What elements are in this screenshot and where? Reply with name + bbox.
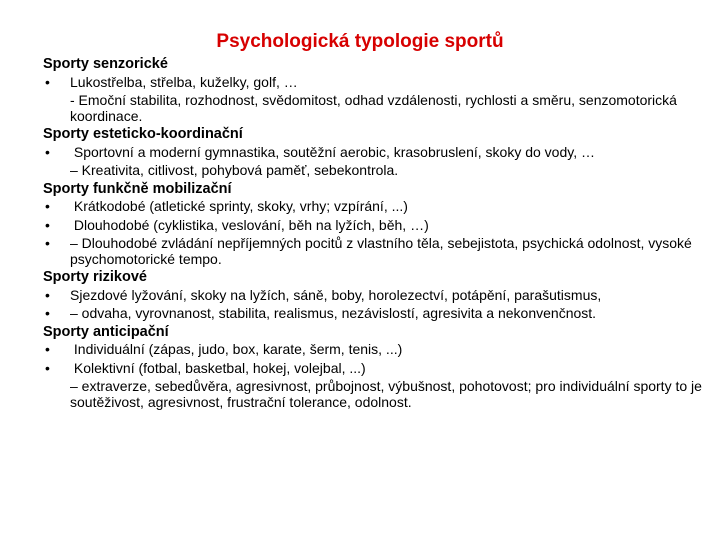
- bullet-icon: •: [45, 73, 50, 90]
- section-heading: Sporty senzorické: [43, 56, 168, 72]
- bullet-item: [43, 236, 713, 267]
- bullet-item: [43, 361, 713, 377]
- bullet-icon: •: [45, 143, 50, 160]
- bullet-icon: •: [45, 305, 50, 321]
- slide-title: Psychologická typologie sportů: [216, 31, 504, 52]
- bullet-text: Individuální (zápas, judo, box, karate, šerm, tenis, ...): [70, 341, 403, 357]
- bullet-text: Lukostřelba, střelba, kuželky, golf, …: [70, 73, 298, 90]
- bullet-item: [43, 306, 713, 322]
- bullet-text: Krátkodobé (atletické sprinty, skoky, vrhy; vzpírání, ...): [70, 198, 408, 214]
- section-heading: Sporty funkčně mobilizační: [43, 180, 232, 197]
- bullet-item: [43, 199, 713, 215]
- section-heading: Sporty anticipační: [43, 323, 169, 340]
- section-heading: Sporty esteticko-koordinační: [43, 126, 243, 142]
- sub-item: – extraverze, sebedůvěra, agresivnost, průbojnost, výbušnost, pohotovost; pro individuální sporty to je soutěživost, agresivnost, frustrační tolerance, odolnost.: [70, 378, 702, 410]
- bullet-text: Sjezdové lyžování, skoky na lyžích, sáně, boby, horolezectví, potápění, parašutismus,: [70, 286, 602, 303]
- sub-item: – Kreativita, citlivost, pohybová paměť, sebekontrola.: [70, 162, 399, 178]
- bullet-icon: •: [45, 198, 50, 214]
- bullet-item: [43, 75, 713, 91]
- bullet-text: Sportovní a moderní gymnastika, soutěžní aerobic, krasobruslení, skoky do vody, …: [70, 143, 595, 160]
- bullet-item: [43, 145, 713, 161]
- bullet-text: Kolektivní (fotbal, basketbal, hokej, volejbal, ...): [70, 359, 366, 376]
- bullet-item: [43, 218, 713, 234]
- bullet-icon: •: [45, 359, 50, 376]
- bullet-item: [43, 288, 713, 304]
- bullet-icon: •: [45, 286, 50, 303]
- slide-content: [43, 56, 713, 413]
- section-heading: Sporty rizikové: [43, 269, 147, 285]
- bullet-text: Dlouhodobé (cyklistika, veslování, běh na lyžích, běh, …): [70, 216, 429, 233]
- bullet-icon: •: [45, 216, 50, 233]
- bullet-icon: •: [45, 235, 50, 251]
- sub-item: - Emoční stabilita, rozhodnost, svědomitost, odhad vzdálenosti, rychlosti a směru, senzomotorická koordinace.: [70, 92, 677, 124]
- bullet-item: [43, 342, 713, 358]
- bullet-text: – odvaha, vyrovnanost, stabilita, realismus, nezávislostí, agresivita a nekonvenčnost.: [70, 305, 597, 321]
- bullet-icon: •: [45, 341, 50, 357]
- bullet-text: – Dlouhodobé zvládání nepříjemných pocitů z vlastního těla, sebejistota, psychická odolnost, vysoké psychomotorické tempo.: [70, 235, 692, 267]
